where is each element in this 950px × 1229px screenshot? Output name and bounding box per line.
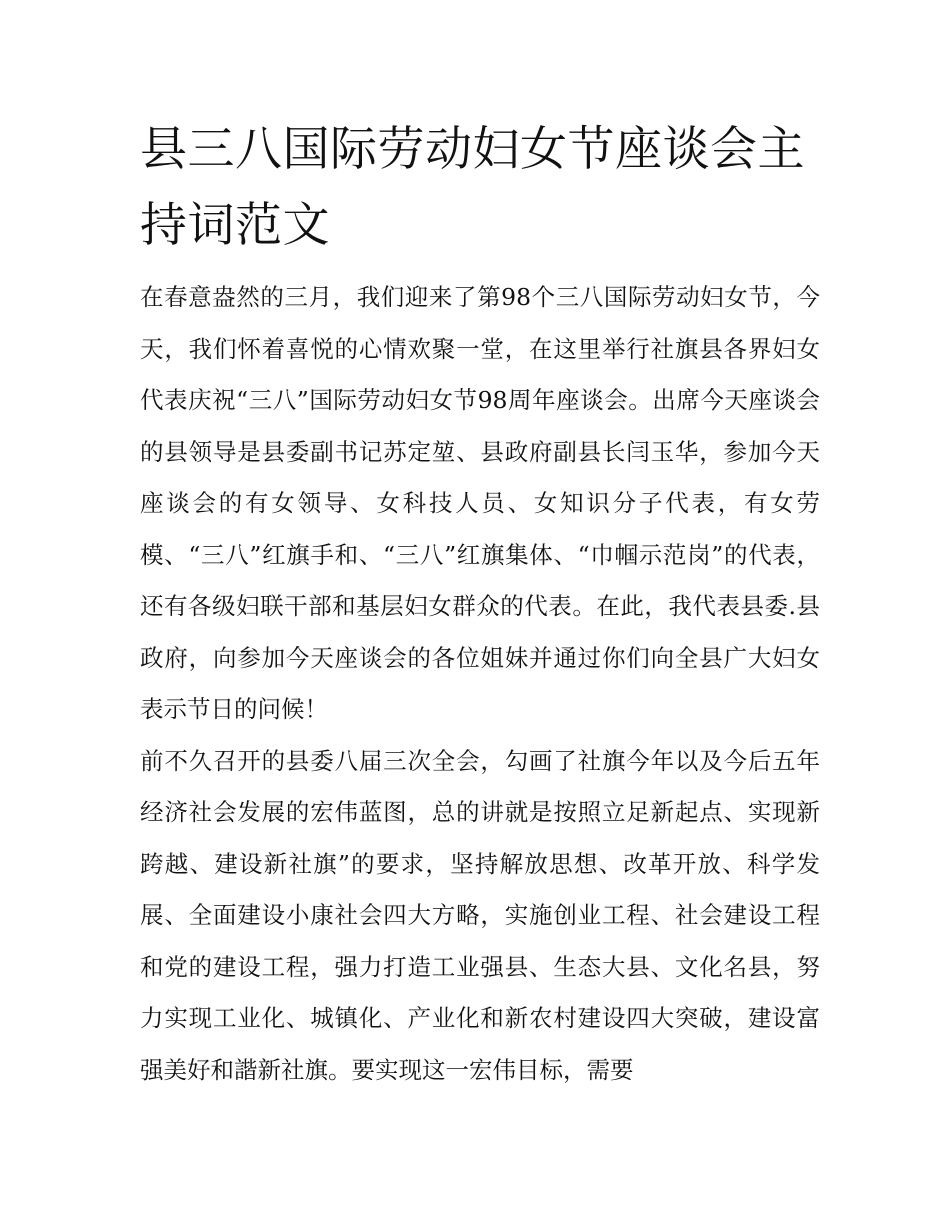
paragraph-opening: 在春意盎然的三月，我们迎来了第98个三八国际劳动妇女节，今天，我们怀着喜悦的心情欢聚一堂，在这里举行社旗县各界妇女代表庆祝“三八”国际劳动妇女节98周年座谈会。出席今天座谈会的县领导是县委副书记苏定堃、县政府副县长闫玉华，参加今天座谈会的有女领导、女科技人员、女知识分子代表，有女劳模、“三八”红旗手和、“三八”红旗集体、“巾帼示范岗”的代表，还有各级妇联干部和基层妇女群众的代表。在此，我代表县委.县政府，向参加今天座谈会的各位姐妹并通过你们向全县广大妇女表示节日的问候！ bbox=[140, 283, 820, 723]
document-title: 县三八国际劳动妇女节座谈会主持词范文 bbox=[140, 122, 805, 253]
paragraph-plenary-session: 前不久召开的县委八届三次全会，勾画了社旗今年以及今后五年经济社会发展的宏伟蓝图，总的讲就是按照立足新起点、实现新跨越、建设新社旗”的要求，坚持解放思想、改革开放、科学发展、全面建设小康社会四大方略，实施创业工程、社会建设工程和党的建设工程，强力打造工业强县、生态大县、文化名县，努力实现工业化、城镇化、产业化和新农村建设四大突破，建设富强美好和諧新社旗。要实现这一宏伟目标，需要 bbox=[140, 746, 820, 1084]
document-body bbox=[140, 272, 820, 1096]
document-content bbox=[140, 112, 820, 1096]
